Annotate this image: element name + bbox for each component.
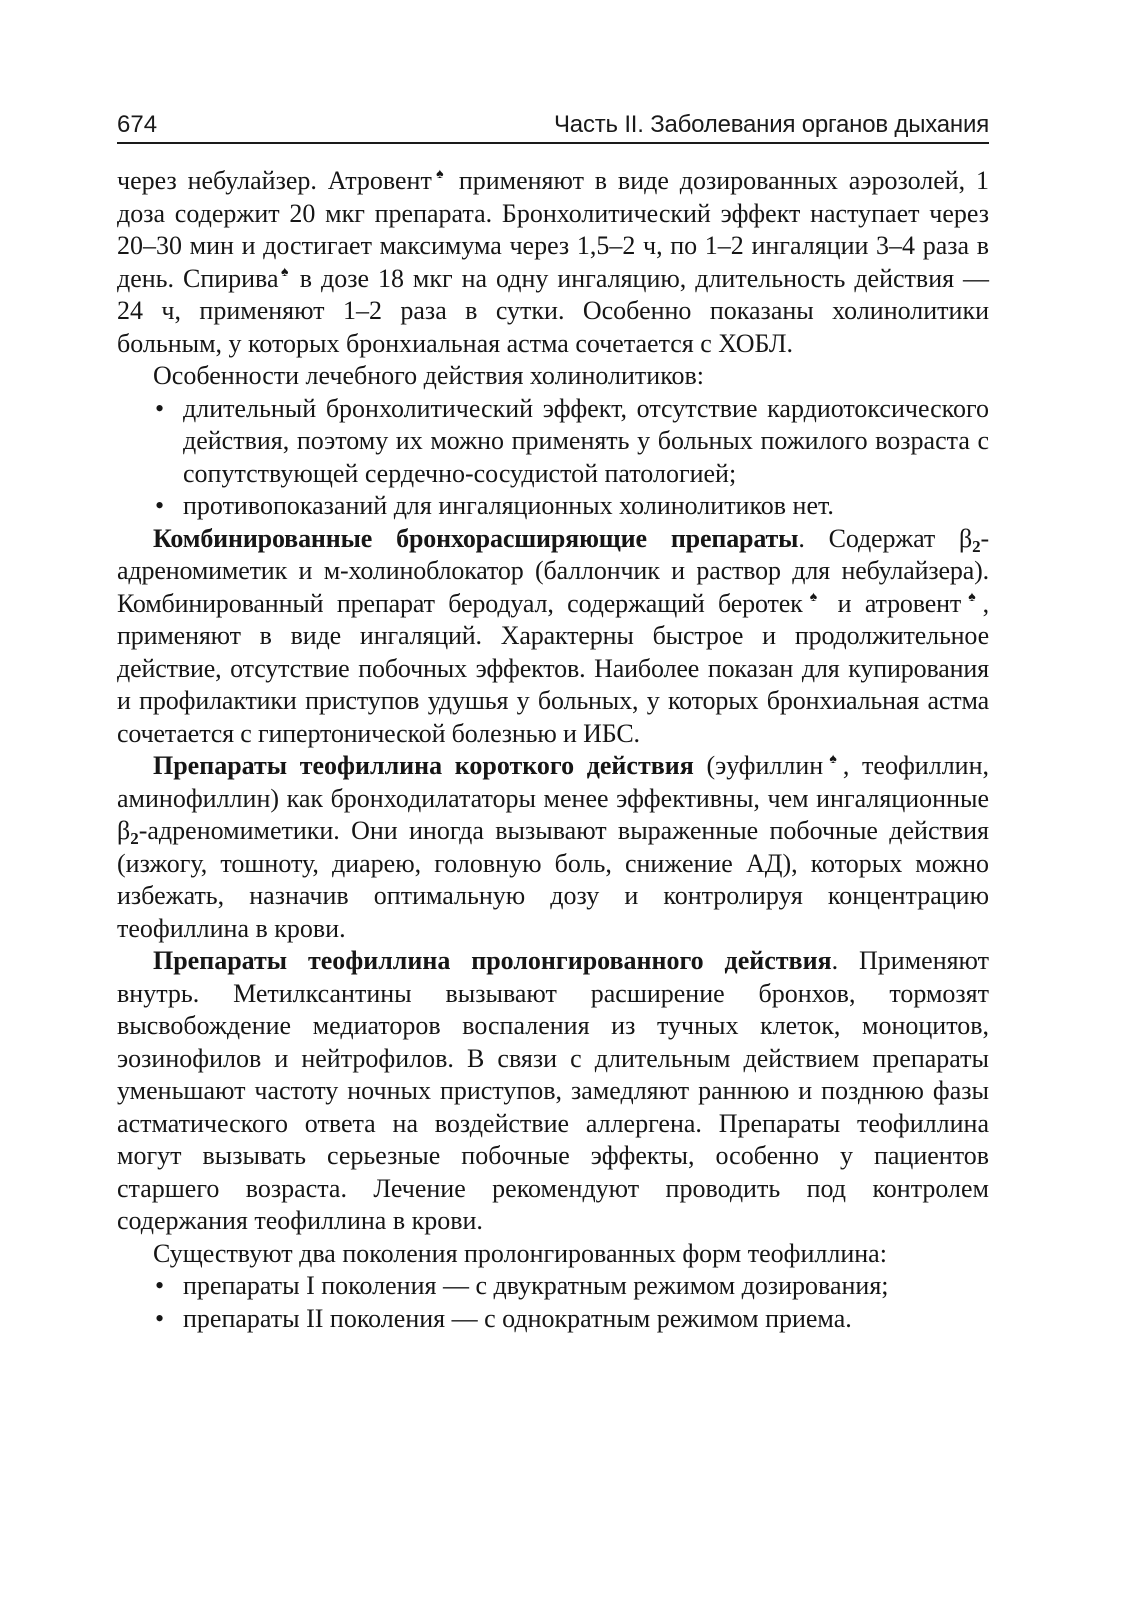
paragraph-generations-intro: Существуют два поколения пролонгированных форм теофиллина:	[153, 1238, 887, 1268]
list-item-text: длительный бронхолитический эффект, отсутствие кардиотоксического действия, поэтому их можно применять у больных пожилого возраста с сопутствующей сердечно-сосудистой патологией;	[183, 393, 989, 488]
drug-marker-icon: ♠	[278, 264, 291, 280]
drug-marker-icon: ♠	[823, 752, 843, 767]
page-number: 674	[117, 111, 158, 138]
text-span: -адреномиметик и м-холиноблокатор (баллончик и раствор для небулайзера). Комбинированный препарат беродуал, содержащий беротек	[117, 523, 989, 618]
drug-marker-icon: ♠	[802, 589, 825, 605]
text-span: в дозе 18 мкг на одну ингаляцию, длительность действия — 24 ч, применяют 1–2 раза в сутки. Особенно показаны холинолитики больным, у которых бронхиальная астма сочетается с ХОБЛ.	[117, 263, 989, 358]
paragraph-theophylline-short	[117, 750, 989, 945]
list-item-text: препараты I поколения — с двукратным режимом дозирования;	[183, 1271, 889, 1300]
bullet-icon: •	[155, 1271, 165, 1300]
list-item	[117, 393, 989, 491]
text-span: , теофиллин, аминофиллин) как бронходилататоры менее эффективны, чем ингаляционные β	[117, 751, 989, 845]
list-item	[117, 1270, 989, 1303]
generations-list	[117, 1270, 989, 1335]
running-header	[117, 108, 989, 144]
section-heading: Комбинированные бронхорасширяющие препараты	[153, 523, 799, 553]
paragraph-features-intro: Особенности лечебного действия холинолитиков:	[153, 361, 705, 390]
text-span: (эуфиллин	[693, 751, 824, 780]
text-span: . Содержат β	[798, 523, 973, 553]
bullet-icon: •	[155, 1303, 165, 1333]
paragraph-atrovent	[117, 165, 989, 360]
list-item	[117, 490, 989, 523]
list-item-text: препараты II поколения — с однократным режимом приема.	[183, 1303, 852, 1333]
section-heading: Препараты теофиллина пролонгированного действия	[153, 946, 832, 975]
paragraph-theophylline-long	[117, 945, 989, 1238]
subscript: 2	[972, 536, 981, 556]
bullet-icon: •	[155, 491, 165, 520]
bullet-icon: •	[155, 393, 165, 423]
page-body	[117, 165, 989, 1335]
section-heading: Препараты теофиллина короткого действия	[153, 751, 694, 780]
text-span: , применяют в виде ингаляций. Характерны быстрое и продолжительное действие, отсутствие побочных эффектов. Наиболее показан для купирования и профилактики приступов удушья у больных, у которых бронхиальная астма сочетается с гипертонической болезнью и ИБС.	[117, 588, 989, 748]
features-list	[117, 393, 989, 523]
text-span: и атровент	[824, 588, 962, 618]
running-title: Часть II. Заболевания органов дыхания	[554, 111, 989, 138]
list-item-text: противопоказаний для ингаляционных холинолитиков нет.	[183, 491, 834, 520]
text-span: . Применяют внутрь. Метилксантины вызывают расширение бронхов, тормозят высвобождение медиаторов воспаления из тучных клеток, моноцитов, эозинофилов и нейтрофилов. В связи с длительным действием препараты уменьшают частоту ночных приступов, замедляют раннюю и позднюю фазы астматического ответа на воздействие аллергена. Препараты теофиллина могут вызывать серьезные побочные эффекты, особенно у пациентов старшего возраста. Лечение рекомендуют проводить под контролем содержания теофиллина в крови.	[117, 946, 990, 1235]
text-span: -адреномиметики. Они иногда вызывают выраженные побочные действия (изжогу, тошноту, диарею, головную боль, снижение АД), которых можно избежать, назначив оптимальную дозу и контролируя концентрацию теофиллина в крови.	[117, 816, 989, 943]
drug-marker-icon: ♠	[961, 589, 983, 605]
drug-marker-icon: ♠	[431, 167, 448, 182]
text-span: применяют в виде дозированных аэрозолей, 1 доза содержит 20 мкг препарата. Бронхолитический эффект наступает через 20–30 мин и достигает максимума через 1,5–2 ч, по 1–2 ингаляции 3–4 раза в день. Спирива	[117, 166, 990, 293]
text-span: через небулайзер. Атровент	[117, 166, 432, 195]
paragraph-combined-drugs	[117, 523, 989, 751]
list-item	[117, 1303, 989, 1336]
subscript: 2	[130, 829, 139, 848]
